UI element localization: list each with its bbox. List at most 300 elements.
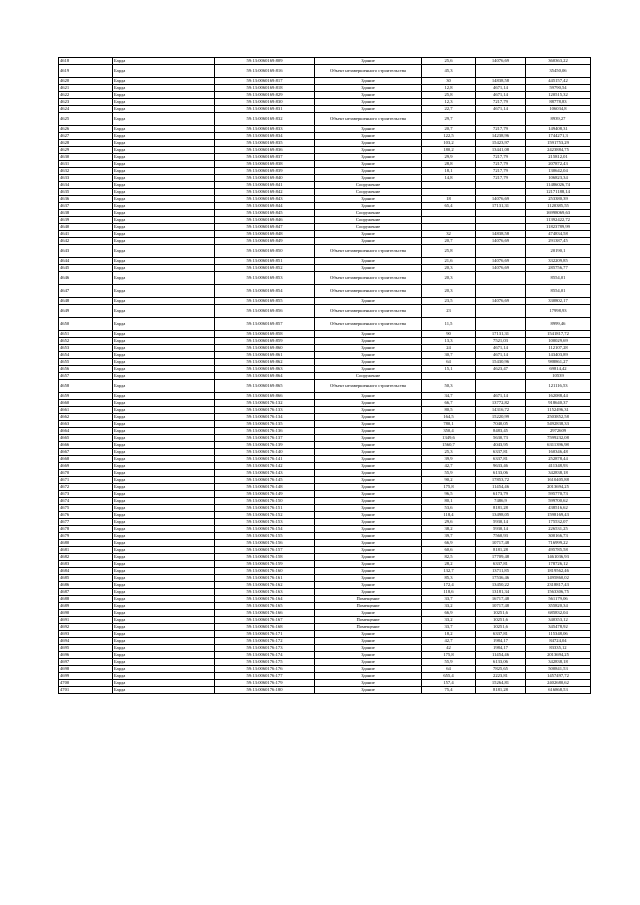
cell-code: 59:13:0060169:852 [215,265,315,272]
cell-num: 4679 [59,533,113,540]
cell-cost: 561179,06 [526,596,591,603]
cell-area: 157,4 [422,680,476,687]
cell-name: Здание [315,126,422,133]
cell-city: Барда [113,435,215,442]
cell-rate: 7217,79 [476,175,526,182]
table-row [59,435,591,442]
cell-name: Здание [315,92,422,99]
cell-code: 59:13:0060176:137 [215,435,315,442]
cell-name: Здание [315,568,422,575]
table-row [59,140,591,147]
cell-city: Барда [113,442,215,449]
cell-cost: 1591753,29 [526,140,591,147]
cell-code: 59:13:0060169:835 [215,140,315,147]
cell-rate: 17853,72 [476,477,526,484]
cell-rate: 16717,48 [476,596,526,603]
cell-city: Барда [113,305,215,318]
cell-cost: 35450,06 [526,65,591,78]
cell-code: 59:13:0060169:862 [215,359,315,366]
cell-cost: 988861,27 [526,359,591,366]
table-row [59,442,591,449]
cell-city: Барда [113,582,215,589]
cell-num: 4683 [59,561,113,568]
cell-rate: 4671,14 [476,393,526,400]
cell-rate: 6337,81 [476,631,526,638]
cell-rate: 14838,58 [476,231,526,238]
cell-area: 24 [422,345,476,352]
cell-cost: 330802,17 [526,298,591,305]
cell-area: 180,2 [422,147,476,154]
cell-num: 4657 [59,373,113,380]
cell-code: 59:13:0060169:834 [215,133,315,140]
cell-area: 55,9 [422,659,476,666]
cell-city: Барда [113,161,215,168]
cell-rate: 7217,79 [476,154,526,161]
cell-num: 4676 [59,512,113,519]
cell-rate: 8181,28 [476,547,526,554]
cell-area [422,224,476,231]
cell-area: 33,2 [422,603,476,610]
cell-code: 59:13:0060169:829 [215,92,315,99]
cell-name: Здание [315,442,422,449]
cell-name: Здание [315,106,422,113]
cell-city: Барда [113,470,215,477]
cell-num: 4701 [59,687,113,694]
cell-cost: 2503852,58 [526,414,591,421]
cell-rate: 13498,05 [476,512,526,519]
cell-city: Барда [113,231,215,238]
cell-area: 66,7 [422,400,476,407]
cell-city: Барда [113,666,215,673]
cell-city: Барда [113,498,215,505]
cell-city: Барда [113,561,215,568]
cell-cost: 599700,62 [526,498,591,505]
cell-rate: 15423,97 [476,140,526,147]
cell-name: Здание [315,338,422,345]
cell-area: 90 [422,331,476,338]
cell-name: Здание [315,421,422,428]
cell-rate: 7217,79 [476,168,526,175]
cell-cost: 1610405,88 [526,477,591,484]
cell-area: 13,3 [422,338,476,345]
cell-area: 118,4 [422,512,476,519]
cell-cost: 12171188,14 [526,189,591,196]
cell-code: 59:13:0060169:856 [215,305,315,318]
cell-city: Барда [113,645,215,652]
cell-cost: 8939,27 [526,113,591,126]
cell-name: Помещение [315,603,422,610]
cell-area: 60,6 [422,547,476,554]
cell-rate: 13181,34 [476,589,526,596]
cell-code: 59:13:0060176:180 [215,687,315,694]
table-row [59,133,591,140]
table-row [59,484,591,491]
table-row [59,352,591,359]
cell-num: 4643 [59,245,113,258]
cell-cost: 495785,58 [526,547,591,554]
table-row [59,652,591,659]
table-row [59,617,591,624]
table-row [59,575,591,582]
cell-cost: 291387,45 [526,238,591,245]
cell-num: 4686 [59,582,113,589]
table-row [59,224,591,231]
cell-num: 4687 [59,589,113,596]
table-row [59,338,591,345]
cell-rate [476,245,526,258]
cell-code: 59:13:0060176:149 [215,491,315,498]
cell-area: 18,2 [422,631,476,638]
cell-cost: 17998,93 [526,305,591,318]
cell-cost: 1541817,72 [526,331,591,338]
cell-area: 42 [422,645,476,652]
cell-code: 59:13:0060176:177 [215,673,315,680]
cell-cost: 918640,37 [526,400,591,407]
cell-city: Барда [113,140,215,147]
cell-rate: 6173,79 [476,491,526,498]
cell-name: Здание [315,435,422,442]
cell-code: 59:13:0060169:850 [215,245,315,258]
table-row [59,540,591,547]
cell-city: Барда [113,414,215,421]
cell-area: 55,9 [422,470,476,477]
cell-cost: 253380,39 [526,196,591,203]
cell-code: 59:13:0060169:840 [215,175,315,182]
cell-cost: 84724,04 [526,638,591,645]
cell-rate: 4671,14 [476,352,526,359]
cell-name: Здание [315,400,422,407]
cell-num: 4618 [59,58,113,65]
cell-name: Помещение [315,624,422,631]
cell-city: Барда [113,245,215,258]
cell-rate: 15430,96 [476,359,526,366]
cell-num: 4688 [59,596,113,603]
cell-cost: 716999,22 [526,540,591,547]
cell-name: Здание [315,589,422,596]
table-row [59,603,591,610]
cell-code: 59:13:0060169:816 [215,65,315,78]
cell-num: 4682 [59,554,113,561]
cell-rate: 1984,17 [476,638,526,645]
cell-name: Здание [315,175,422,182]
cell-rate: 4671,14 [476,345,526,352]
cell-cost: 342838,18 [526,470,591,477]
cell-num: 4668 [59,456,113,463]
cell-cost: 300166,73 [526,533,591,540]
cell-code: 59:13:0060169:847 [215,224,315,231]
cell-area: 65,4 [422,203,476,210]
cell-city: Барда [113,366,215,373]
cell-name: Объект незавершенного строительства [315,245,422,258]
table-row [59,359,591,366]
table-row [59,505,591,512]
cell-cost: 355820,34 [526,603,591,610]
table-row [59,78,591,85]
cell-rate: 7825,65 [476,666,526,673]
cell-name: Здание [315,582,422,589]
cell-area: 20,3 [422,285,476,298]
cell-rate: 6337,81 [476,449,526,456]
cell-rate: 15264,81 [476,680,526,687]
table-row [59,258,591,265]
table-row [59,210,591,217]
table-row [59,407,591,414]
table-row [59,533,591,540]
cell-city: Барда [113,285,215,298]
cell-rate: 14076,69 [476,58,526,65]
cell-area: 80,5 [422,407,476,414]
cell-rate: 4671,14 [476,106,526,113]
cell-area: 23,5 [422,298,476,305]
cell-code: 59:13:0060176:168 [215,624,315,631]
cell-cost: 115348,06 [526,631,591,638]
cell-name: Здание [315,196,422,203]
table-row [59,673,591,680]
cell-city: Барда [113,154,215,161]
cell-name: Объект незавершенного строительства [315,113,422,126]
cell-city: Барда [113,400,215,407]
cell-rate: 6133,06 [476,470,526,477]
table-row [59,582,591,589]
cell-city: Барда [113,352,215,359]
cell-num: 4638 [59,210,113,217]
cell-name: Помещение [315,617,422,624]
table-row [59,498,591,505]
cell-area: 175,8 [422,484,476,491]
cell-rate [476,285,526,298]
cell-city: Барда [113,147,215,154]
cell-city: Барда [113,659,215,666]
cell-num: 4680 [59,540,113,547]
cell-cost: 100029,69 [526,338,591,345]
cell-num: 4623 [59,99,113,106]
cell-cost: 11486026,74 [526,182,591,189]
cell-area: 172,4 [422,582,476,589]
cell-num: 4669 [59,463,113,470]
cell-area: 20,7 [422,238,476,245]
cell-area: 25,8 [422,92,476,99]
cell-area [422,210,476,217]
cell-area: 30 [422,78,476,85]
cell-code: 59:13:0060169:832 [215,113,315,126]
cell-city: Барда [113,456,215,463]
cell-area: 103,2 [422,140,476,147]
table-row [59,231,591,238]
cell-area: 780,1 [422,421,476,428]
cell-num: 4646 [59,272,113,285]
cell-num: 4647 [59,285,113,298]
cell-name: Здание [315,359,422,366]
cell-name: Объект незавершенного строительства [315,65,422,78]
cell-num: 4681 [59,547,113,554]
cell-rate: 13450,22 [476,582,526,589]
cell-rate: 13772,82 [476,400,526,407]
cell-city: Барда [113,126,215,133]
cell-area: 66,9 [422,540,476,547]
cell-code: 59:13:0060169:830 [215,99,315,106]
cell-city: Барда [113,210,215,217]
cell-num: 4662 [59,414,113,421]
cell-area: 118,6 [422,589,476,596]
cell-code: 59:13:0060176:156 [215,540,315,547]
cell-rate [476,210,526,217]
cell-area: 15,1 [422,366,476,373]
cell-area: 132,7 [422,568,476,575]
cell-cost: 11823789,99 [526,224,591,231]
cell-city: Барда [113,298,215,305]
cell-name: Помещение [315,596,422,603]
cell-area: 14,8 [422,175,476,182]
cell-num: 4630 [59,154,113,161]
cell-city: Барда [113,484,215,491]
cell-num: 4644 [59,258,113,265]
cell-rate: 2223,81 [476,673,526,680]
cell-code: 59:13:0060176:176 [215,666,315,673]
cell-cost: 120515,32 [526,92,591,99]
cell-code: 59:13:0060176:174 [215,652,315,659]
cell-cost: 360363,22 [526,58,591,65]
cell-name: Здание [315,645,422,652]
table-body [59,58,591,694]
cell-num: 4653 [59,345,113,352]
cell-rate: 10717,48 [476,540,526,547]
cell-cost: 500841,53 [526,666,591,673]
cell-city: Барда [113,99,215,106]
table-row [59,272,591,285]
cell-area: 66,9 [422,610,476,617]
cell-rate: 7217,79 [476,161,526,168]
cell-name: Сооружение [315,182,422,189]
cell-area: 1560,7 [422,442,476,449]
cell-name: Здание [315,533,422,540]
cell-num: 4667 [59,449,113,456]
cell-cost: 2402680,62 [526,680,591,687]
cell-rate: 11454,46 [476,652,526,659]
cell-name: Здание [315,99,422,106]
cell-name: Здание [315,345,422,352]
cell-rate: 17536,46 [476,575,526,582]
table-row [59,477,591,484]
cell-cost: 5492838,33 [526,421,591,428]
cell-city: Барда [113,512,215,519]
cell-city: Барда [113,596,215,603]
cell-rate [476,318,526,331]
cell-city: Барда [113,182,215,189]
table-row [59,512,591,519]
cell-num: 4665 [59,435,113,442]
cell-name: Здание [315,673,422,680]
table-row [59,380,591,393]
cell-code: 59:13:0060169:845 [215,210,315,217]
table-row [59,680,591,687]
cell-city: Барда [113,540,215,547]
cell-code: 59:13:0060169:809 [215,58,315,65]
cell-code: 59:13:0060176:142 [215,463,315,470]
cell-area: 28,8 [422,161,476,168]
cell-code: 59:13:0060169:857 [215,318,315,331]
cell-name: Здание [315,238,422,245]
cell-rate [476,224,526,231]
cell-name: Здание [315,652,422,659]
cell-name: Здание [315,85,422,92]
cell-cost: 178726,12 [526,561,591,568]
cell-name: Объект незавершенного строительства [315,285,422,298]
table-row [59,589,591,596]
cell-num: 4624 [59,106,113,113]
cell-area [422,182,476,189]
cell-rate: 5930,14 [476,519,526,526]
cell-rate: 8181,28 [476,687,526,694]
cell-city: Барда [113,168,215,175]
cell-rate: 8181,28 [476,505,526,512]
cell-rate: 6133,06 [476,659,526,666]
cell-num: 4629 [59,147,113,154]
cell-name: Сооружение [315,373,422,380]
table-row [59,182,591,189]
cell-rate: 7521,03 [476,338,526,345]
cell-code: 59:13:0060169:865 [215,380,315,393]
cell-cost: 1461036,93 [526,554,591,561]
cell-name: Здание [315,58,422,65]
cell-name: Здание [315,547,422,554]
table-row [59,491,591,498]
cell-area: 164,5 [422,414,476,421]
cell-num: 4677 [59,519,113,526]
cell-code: 59:13:0060169:855 [215,298,315,305]
table-row [59,238,591,245]
table-row [59,217,591,224]
cell-area [422,189,476,196]
table-row [59,645,591,652]
cell-city: Барда [113,463,215,470]
cell-num: 4642 [59,238,113,245]
cell-name: Здание [315,498,422,505]
cell-area: 11,5 [422,318,476,331]
cell-code: 59:13:0060176:157 [215,547,315,554]
cell-city: Барда [113,265,215,272]
cell-city: Барда [113,603,215,610]
cell-city: Барда [113,58,215,65]
table-row [59,92,591,99]
cell-rate: 4671,14 [476,85,526,92]
table-row [59,175,591,182]
cell-city: Барда [113,680,215,687]
cadastral-value-table [58,57,591,694]
cell-cost: 411348,93 [526,463,591,470]
cell-num: 4672 [59,484,113,491]
cell-cost: 342838,18 [526,659,591,666]
cell-cost: 1120385,55 [526,203,591,210]
cell-area: 82,5 [422,554,476,561]
cell-code: 59:13:0060176:136 [215,428,315,435]
table-row [59,554,591,561]
cell-code: 59:13:0060176:151 [215,505,315,512]
cell-area: 45,3 [422,65,476,78]
cell-name: Здание [315,366,422,373]
cell-name: Здание [315,168,422,175]
table-row [59,610,591,617]
table-row [59,568,591,575]
table-row [59,196,591,203]
cell-area: 25,3 [422,449,476,456]
cell-num: 4693 [59,631,113,638]
cell-name: Здание [315,231,422,238]
cell-num: 4685 [59,575,113,582]
cell-name: Здание [315,265,422,272]
cell-area [422,373,476,380]
cell-num: 4698 [59,666,113,673]
cell-num: 4684 [59,568,113,575]
